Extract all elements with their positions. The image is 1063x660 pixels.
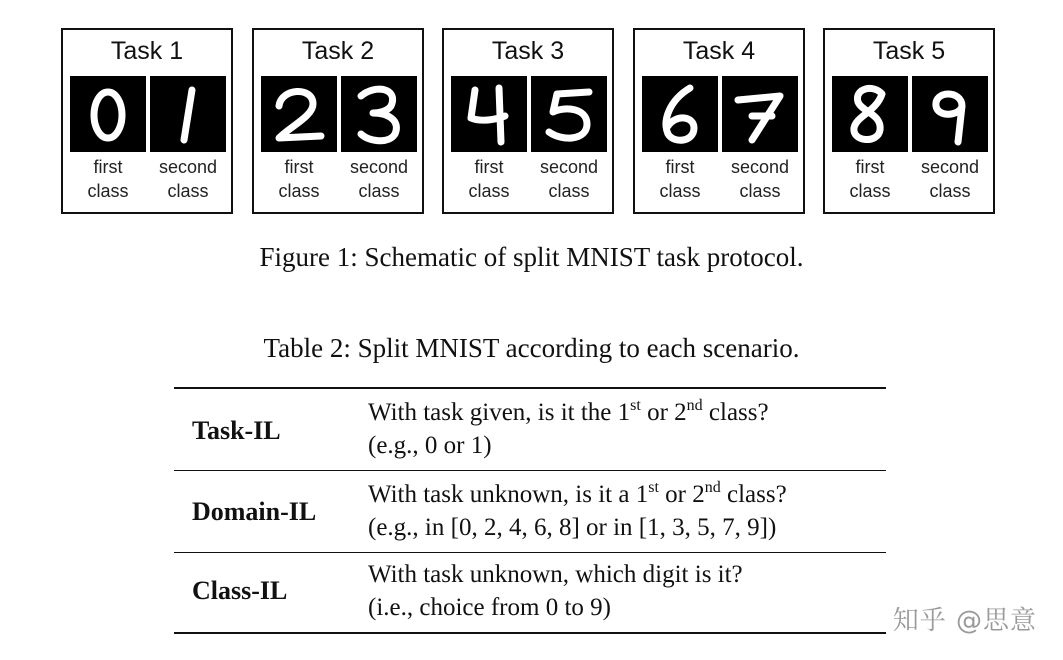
second-class-label: second class — [158, 157, 218, 201]
digit-image-2 — [261, 76, 337, 152]
scenario-domain-il: Domain-IL — [192, 497, 317, 526]
digit-image-8 — [832, 76, 908, 152]
row-question: With task given, is it the 1st or 2nd class? — [368, 397, 769, 426]
second-class-label: second class — [539, 157, 599, 201]
digit-image-9 — [912, 76, 988, 152]
scenario-task-il: Task-IL — [192, 416, 281, 445]
watermark-text: 知乎 @思意 — [892, 606, 1037, 636]
first-class-label: first class — [87, 157, 129, 201]
task-title: Task 4 — [682, 37, 756, 65]
digit-image-1 — [150, 76, 226, 152]
row-example: (e.g., 0 or 1) — [368, 432, 492, 459]
task-box-4 — [633, 28, 805, 214]
table-caption: Table 2: Split MNIST according to each scenario. — [263, 333, 800, 363]
task-box-1 — [61, 28, 233, 214]
first-class-label: first class — [468, 157, 510, 201]
second-class-label: second class — [730, 157, 790, 201]
table-top-rule — [174, 387, 886, 389]
second-class-label: second class — [920, 157, 980, 201]
split-mnist-figure — [0, 0, 1063, 220]
figure-caption: Figure 1: Schematic of split MNIST task protocol. — [259, 242, 804, 272]
row-divider — [174, 470, 886, 471]
row-example: (i.e., choice from 0 to 9) — [368, 594, 611, 621]
digit-image-6 — [642, 76, 718, 152]
digit-image-0 — [70, 76, 146, 152]
task-title: Task 1 — [110, 37, 184, 65]
scenario-class-il: Class-IL — [192, 576, 288, 605]
first-class-label: first class — [659, 157, 701, 201]
task-title: Task 3 — [491, 37, 565, 65]
first-class-label: first class — [278, 157, 320, 201]
digit-image-4 — [451, 76, 527, 152]
task-box-3 — [442, 28, 614, 214]
row-divider — [174, 552, 886, 553]
first-class-label: first class — [849, 157, 891, 201]
row-example: (e.g., in [0, 2, 4, 6, 8] or in [1, 3, 5, 7, 9]) — [368, 514, 777, 541]
second-class-label: second class — [349, 157, 409, 201]
task-box-2 — [252, 28, 424, 214]
task-title: Task 2 — [301, 37, 375, 65]
digit-image-7 — [722, 76, 798, 152]
row-question: With task unknown, which digit is it? — [368, 561, 743, 588]
task-box-5 — [823, 28, 995, 214]
task-title: Task 5 — [872, 37, 946, 65]
row-question: With task unknown, is it a 1st or 2nd class? — [368, 479, 787, 508]
digit-image-5 — [531, 76, 607, 152]
table-bottom-rule — [174, 632, 886, 634]
digit-image-3 — [341, 76, 417, 152]
